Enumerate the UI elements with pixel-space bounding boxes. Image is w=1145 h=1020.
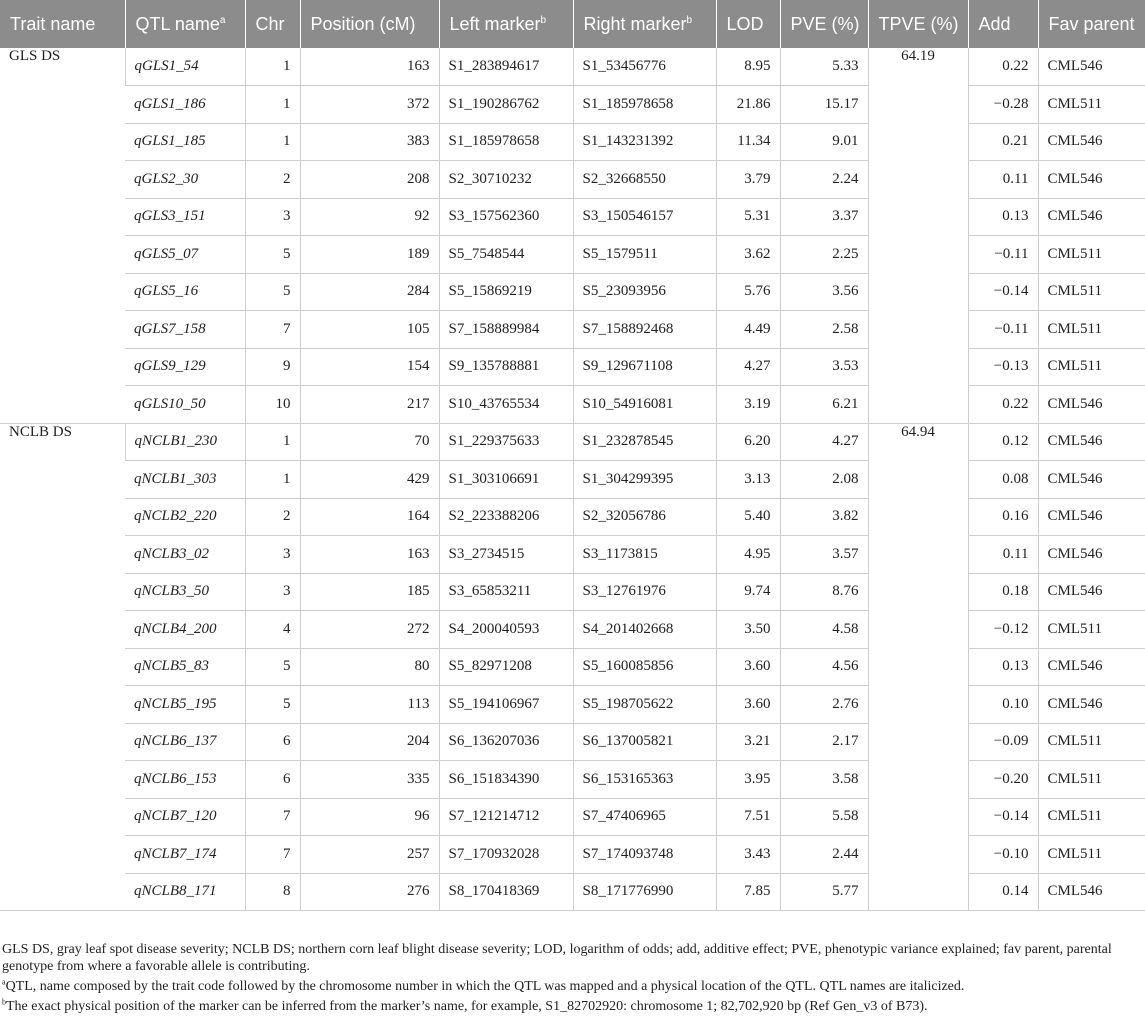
position-cell: 70 (300, 423, 439, 461)
fav-parent-cell: CML546 (1038, 648, 1145, 686)
lod-cell: 7.85 (716, 873, 780, 911)
chr-cell: 7 (245, 798, 300, 836)
position-cell: 96 (300, 798, 439, 836)
footnote-b-mark: b (2, 997, 6, 1007)
chr-cell: 3 (245, 573, 300, 611)
lod-cell: 4.49 (716, 311, 780, 349)
lod-cell: 9.74 (716, 573, 780, 611)
fav-parent-cell: CML511 (1038, 798, 1145, 836)
position-cell: 163 (300, 48, 439, 86)
right-marker-cell: S1_185978658 (573, 86, 716, 124)
header-qtl-name (125, 0, 245, 48)
position-cell: 272 (300, 611, 439, 649)
position-cell: 372 (300, 86, 439, 124)
left-marker-cell: S6_151834390 (439, 761, 573, 799)
chr-cell: 9 (245, 348, 300, 386)
chr-cell: 6 (245, 761, 300, 799)
lod-cell: 3.95 (716, 761, 780, 799)
chr-cell: 7 (245, 836, 300, 874)
qtl-name-cell: qNCLB2_220 (125, 498, 245, 536)
qtl-name-cell: qGLS1_185 (125, 123, 245, 161)
qtl-name-cell: qNCLB4_200 (125, 611, 245, 649)
left-marker-cell: S7_121214712 (439, 798, 573, 836)
header-trait-name: Trait name (0, 0, 125, 48)
pve-cell: 9.01 (780, 123, 868, 161)
position-cell: 189 (300, 236, 439, 274)
pve-cell: 3.58 (780, 761, 868, 799)
header-chr: Chr (245, 0, 300, 48)
table-row (0, 86, 1145, 124)
pve-cell: 4.56 (780, 648, 868, 686)
right-marker-cell: S5_198705622 (573, 686, 716, 724)
add-cell: 0.08 (968, 461, 1038, 499)
tpve-cell: 64.19 (868, 48, 968, 423)
trait-name-cell: GLS DS (0, 48, 125, 423)
right-marker-cell: S8_171776990 (573, 873, 716, 911)
add-cell: 0.22 (968, 48, 1038, 86)
position-cell: 163 (300, 536, 439, 574)
right-marker-cell: S6_137005821 (573, 723, 716, 761)
left-marker-cell: S1_229375633 (439, 423, 573, 461)
right-marker-cell: S3_150546157 (573, 198, 716, 236)
chr-cell: 1 (245, 48, 300, 86)
position-cell: 80 (300, 648, 439, 686)
left-marker-cell: S1_283894617 (439, 48, 573, 86)
qtl-name-cell: qNCLB1_230 (125, 423, 245, 461)
add-cell: 0.14 (968, 873, 1038, 911)
header-position: Position (cM) (300, 0, 439, 48)
header-left-marker (439, 0, 573, 48)
pve-cell: 2.08 (780, 461, 868, 499)
footnote-abbreviations: GLS DS, gray leaf spot disease severity; NCLB DS; northern corn leaf blight disease severity; LOD, logarithm of odds; add, additive effect; PVE, phenotypic variance explained; fav parent, parental genotype from where a favorable allele is contributing. (2, 942, 1112, 974)
pve-cell: 3.82 (780, 498, 868, 536)
position-cell: 257 (300, 836, 439, 874)
qtl-name-cell: qGLS1_186 (125, 86, 245, 124)
fav-parent-cell: CML546 (1038, 48, 1145, 86)
fav-parent-cell: CML511 (1038, 273, 1145, 311)
position-cell: 276 (300, 873, 439, 911)
chr-cell: 2 (245, 161, 300, 199)
fav-parent-cell: CML546 (1038, 686, 1145, 724)
qtl-name-cell: qNCLB3_50 (125, 573, 245, 611)
chr-cell: 3 (245, 536, 300, 574)
fav-parent-cell: CML511 (1038, 86, 1145, 124)
lod-cell: 3.21 (716, 723, 780, 761)
qtl-name-cell: qGLS5_07 (125, 236, 245, 274)
position-cell: 92 (300, 198, 439, 236)
position-cell: 164 (300, 498, 439, 536)
right-marker-cell: S6_153165363 (573, 761, 716, 799)
pve-cell: 15.17 (780, 86, 868, 124)
right-marker-cell: S7_174093748 (573, 836, 716, 874)
pve-cell: 3.57 (780, 536, 868, 574)
chr-cell: 2 (245, 498, 300, 536)
header-add: Add (968, 0, 1038, 48)
left-marker-cell: S3_2734515 (439, 536, 573, 574)
header-qtl-label: QTL name (135, 13, 220, 34)
table-row (0, 48, 1145, 86)
right-marker-cell: S10_54916081 (573, 386, 716, 424)
table-row (0, 836, 1145, 874)
pve-cell: 5.33 (780, 48, 868, 86)
chr-cell: 7 (245, 311, 300, 349)
qtl-name-cell: qGLS1_54 (125, 48, 245, 86)
header-tpve: TPVE (%) (868, 0, 968, 48)
chr-cell: 5 (245, 236, 300, 274)
pve-cell: 6.21 (780, 386, 868, 424)
add-cell: −0.14 (968, 798, 1038, 836)
left-marker-cell: S7_158889984 (439, 311, 573, 349)
left-marker-cell: S3_157562360 (439, 198, 573, 236)
header-row (0, 0, 1145, 48)
table-row (0, 198, 1145, 236)
pve-cell: 2.17 (780, 723, 868, 761)
left-marker-cell: S1_185978658 (439, 123, 573, 161)
qtl-name-cell: qNCLB8_171 (125, 873, 245, 911)
fav-parent-cell: CML511 (1038, 836, 1145, 874)
table-row (0, 648, 1145, 686)
add-cell: −0.12 (968, 611, 1038, 649)
right-marker-cell: S1_304299395 (573, 461, 716, 499)
qtl-name-cell: qNCLB1_303 (125, 461, 245, 499)
pve-cell: 3.37 (780, 198, 868, 236)
left-marker-cell: S6_136207036 (439, 723, 573, 761)
qtl-name-cell: qGLS7_158 (125, 311, 245, 349)
table-row (0, 798, 1145, 836)
right-marker-cell: S1_143231392 (573, 123, 716, 161)
pve-cell: 2.58 (780, 311, 868, 349)
fav-parent-cell: CML511 (1038, 236, 1145, 274)
qtl-name-cell: qNCLB3_02 (125, 536, 245, 574)
right-marker-cell: S9_129671108 (573, 348, 716, 386)
fav-parent-cell: CML546 (1038, 386, 1145, 424)
position-cell: 185 (300, 573, 439, 611)
chr-cell: 10 (245, 386, 300, 424)
table-row (0, 611, 1145, 649)
left-marker-cell: S5_194106967 (439, 686, 573, 724)
left-marker-cell: S7_170932028 (439, 836, 573, 874)
pve-cell: 8.76 (780, 573, 868, 611)
pve-cell: 3.56 (780, 273, 868, 311)
table-row (0, 498, 1145, 536)
left-marker-cell: S2_30710232 (439, 161, 573, 199)
left-marker-cell: S4_200040593 (439, 611, 573, 649)
fav-parent-cell: CML511 (1038, 311, 1145, 349)
table-row (0, 686, 1145, 724)
position-cell: 204 (300, 723, 439, 761)
left-marker-cell: S9_135788881 (439, 348, 573, 386)
fav-parent-cell: CML546 (1038, 461, 1145, 499)
header-pve: PVE (%) (780, 0, 868, 48)
header-lod: LOD (716, 0, 780, 48)
pve-cell: 2.25 (780, 236, 868, 274)
chr-cell: 1 (245, 461, 300, 499)
lod-cell: 3.60 (716, 686, 780, 724)
right-marker-cell: S1_53456776 (573, 48, 716, 86)
right-marker-cell: S2_32668550 (573, 161, 716, 199)
qtl-name-cell: qGLS3_151 (125, 198, 245, 236)
chr-cell: 3 (245, 198, 300, 236)
pve-cell: 5.77 (780, 873, 868, 911)
position-cell: 284 (300, 273, 439, 311)
add-cell: −0.13 (968, 348, 1038, 386)
qtl-name-cell: qGLS9_129 (125, 348, 245, 386)
lod-cell: 7.51 (716, 798, 780, 836)
fav-parent-cell: CML546 (1038, 536, 1145, 574)
add-cell: −0.11 (968, 236, 1038, 274)
chr-cell: 5 (245, 273, 300, 311)
qtl-name-cell: qGLS5_16 (125, 273, 245, 311)
lod-cell: 3.13 (716, 461, 780, 499)
footnote-a-text: QTL, name composed by the trait code followed by the chromosome number in which the QTL was mapped and a physical location of the QTL. QTL names are italicized. (5, 979, 965, 994)
left-marker-cell: S5_15869219 (439, 273, 573, 311)
add-cell: 0.21 (968, 123, 1038, 161)
fav-parent-cell: CML511 (1038, 611, 1145, 649)
add-cell: 0.22 (968, 386, 1038, 424)
footnote-a-mark: a (2, 977, 6, 987)
table-row (0, 161, 1145, 199)
footnote-a-ref: a (219, 14, 226, 26)
position-cell: 429 (300, 461, 439, 499)
lod-cell: 6.20 (716, 423, 780, 461)
fav-parent-cell: CML546 (1038, 161, 1145, 199)
add-cell: 0.16 (968, 498, 1038, 536)
table-body (0, 48, 1145, 911)
table-row (0, 236, 1145, 274)
right-marker-cell: S1_232878545 (573, 423, 716, 461)
lod-cell: 5.76 (716, 273, 780, 311)
position-cell: 335 (300, 761, 439, 799)
right-marker-cell: S3_1173815 (573, 536, 716, 574)
tpve-cell: 64.94 (868, 423, 968, 911)
footnote-b (2, 998, 1143, 1015)
left-marker-cell: S1_303106691 (439, 461, 573, 499)
chr-cell: 5 (245, 648, 300, 686)
lod-cell: 3.19 (716, 386, 780, 424)
fav-parent-cell: CML546 (1038, 573, 1145, 611)
fav-parent-cell: CML511 (1038, 348, 1145, 386)
qtl-name-cell: qNCLB6_153 (125, 761, 245, 799)
add-cell: 0.13 (968, 198, 1038, 236)
add-cell: 0.18 (968, 573, 1038, 611)
header-left-label: Left marker (449, 13, 541, 34)
fav-parent-cell: CML546 (1038, 198, 1145, 236)
footnote-a (2, 978, 1143, 995)
table-row (0, 273, 1145, 311)
chr-cell: 4 (245, 611, 300, 649)
table-row (0, 123, 1145, 161)
left-marker-cell: S5_7548544 (439, 236, 573, 274)
position-cell: 154 (300, 348, 439, 386)
table-row (0, 386, 1145, 424)
add-cell: 0.13 (968, 648, 1038, 686)
add-cell: −0.14 (968, 273, 1038, 311)
table-footnotes (0, 941, 1145, 1015)
footnote-b-ref: b (686, 14, 693, 26)
add-cell: −0.28 (968, 86, 1038, 124)
header-right-marker (573, 0, 716, 48)
pve-cell: 4.58 (780, 611, 868, 649)
position-cell: 105 (300, 311, 439, 349)
pve-cell: 2.24 (780, 161, 868, 199)
chr-cell: 1 (245, 123, 300, 161)
table-row (0, 573, 1145, 611)
add-cell: −0.09 (968, 723, 1038, 761)
right-marker-cell: S5_23093956 (573, 273, 716, 311)
table-row (0, 348, 1145, 386)
lod-cell: 3.50 (716, 611, 780, 649)
footnote-b-text: The exact physical position of the marker can be inferred from the marker’s name, for example, S1_82702920: chromosome 1; 82,702,920 bp (Ref Gen_v3 of B73). (6, 999, 928, 1014)
fav-parent-cell: CML546 (1038, 123, 1145, 161)
left-marker-cell: S1_190286762 (439, 86, 573, 124)
fav-parent-cell: CML546 (1038, 498, 1145, 536)
right-marker-cell: S3_12761976 (573, 573, 716, 611)
position-cell: 217 (300, 386, 439, 424)
lod-cell: 4.95 (716, 536, 780, 574)
footnote-b-ref: b (540, 14, 547, 26)
add-cell: −0.20 (968, 761, 1038, 799)
add-cell: 0.10 (968, 686, 1038, 724)
fav-parent-cell: CML546 (1038, 423, 1145, 461)
header-right-label: Right marker (583, 13, 687, 34)
left-marker-cell: S2_223388206 (439, 498, 573, 536)
lod-cell: 3.79 (716, 161, 780, 199)
qtl-name-cell: qNCLB5_83 (125, 648, 245, 686)
position-cell: 208 (300, 161, 439, 199)
add-cell: −0.10 (968, 836, 1038, 874)
header-fav-parent: Fav parent (1038, 0, 1145, 48)
right-marker-cell: S4_201402668 (573, 611, 716, 649)
pve-cell: 2.76 (780, 686, 868, 724)
left-marker-cell: S5_82971208 (439, 648, 573, 686)
trait-name-cell: NCLB DS (0, 423, 125, 911)
fav-parent-cell: CML511 (1038, 761, 1145, 799)
chr-cell: 6 (245, 723, 300, 761)
table-row (0, 761, 1145, 799)
table-row (0, 423, 1145, 461)
lod-cell: 3.43 (716, 836, 780, 874)
pve-cell: 4.27 (780, 423, 868, 461)
position-cell: 113 (300, 686, 439, 724)
pve-cell: 3.53 (780, 348, 868, 386)
right-marker-cell: S7_158892468 (573, 311, 716, 349)
qtl-name-cell: qNCLB5_195 (125, 686, 245, 724)
chr-cell: 1 (245, 423, 300, 461)
fav-parent-cell: CML511 (1038, 723, 1145, 761)
qtl-name-cell: qNCLB7_174 (125, 836, 245, 874)
position-cell: 383 (300, 123, 439, 161)
table-row (0, 723, 1145, 761)
chr-cell: 1 (245, 86, 300, 124)
pve-cell: 2.44 (780, 836, 868, 874)
add-cell: −0.11 (968, 311, 1038, 349)
add-cell: 0.11 (968, 161, 1038, 199)
pve-cell: 5.58 (780, 798, 868, 836)
lod-cell: 4.27 (716, 348, 780, 386)
add-cell: 0.12 (968, 423, 1038, 461)
table-row (0, 461, 1145, 499)
table-row (0, 536, 1145, 574)
right-marker-cell: S2_32056786 (573, 498, 716, 536)
lod-cell: 3.60 (716, 648, 780, 686)
lod-cell: 8.95 (716, 48, 780, 86)
left-marker-cell: S8_170418369 (439, 873, 573, 911)
add-cell: 0.11 (968, 536, 1038, 574)
qtl-name-cell: qNCLB7_120 (125, 798, 245, 836)
qtl-name-cell: qNCLB6_137 (125, 723, 245, 761)
qtl-name-cell: qGLS2_30 (125, 161, 245, 199)
lod-cell: 5.31 (716, 198, 780, 236)
right-marker-cell: S5_160085856 (573, 648, 716, 686)
left-marker-cell: S10_43765534 (439, 386, 573, 424)
qtl-name-cell: qGLS10_50 (125, 386, 245, 424)
table-row (0, 311, 1145, 349)
fav-parent-cell: CML546 (1038, 873, 1145, 911)
lod-cell: 5.40 (716, 498, 780, 536)
chr-cell: 8 (245, 873, 300, 911)
lod-cell: 3.62 (716, 236, 780, 274)
right-marker-cell: S5_1579511 (573, 236, 716, 274)
left-marker-cell: S3_65853211 (439, 573, 573, 611)
lod-cell: 11.34 (716, 123, 780, 161)
table-row (0, 873, 1145, 911)
lod-cell: 21.86 (716, 86, 780, 124)
right-marker-cell: S7_47406965 (573, 798, 716, 836)
chr-cell: 5 (245, 686, 300, 724)
